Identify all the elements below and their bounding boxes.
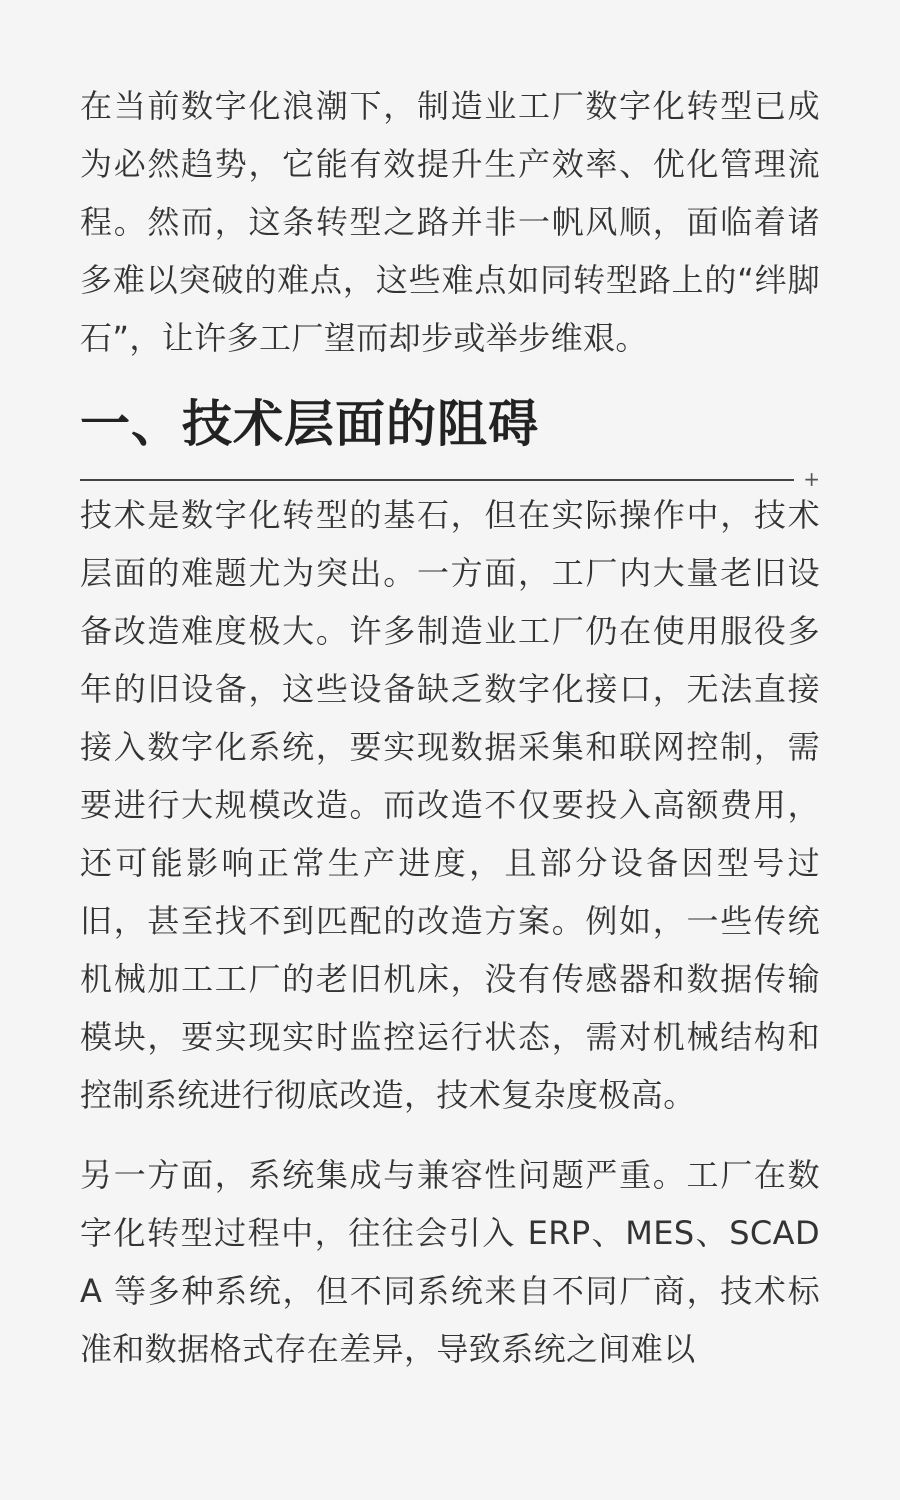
technical-paragraph-2: 另一方面，系统集成与兼容性问题严重。工厂在数字化转型过程中，往往会引入 ERP、MES、SCADA 等多种系统，但不同系统来自不同厂商，技术标准和数据格式存在差异，导致系统之间难以	[80, 1156, 820, 1368]
technical-paragraph-1: 技术是数字化转型的基石，但在实际操作中，技术层面的难题尤为突出。一方面，工厂内大量老旧设备改造难度极大。许多制造业工厂仍在使用服役多年的旧设备，这些设备缺乏数字化接口，无法直接接入数字化系统，要实现数据采集和联网控制，需要进行大规模改造。而改造不仅要投入高额费用，还可能影响正常生产进度，且部分设备因型号过旧，甚至找不到匹配的改造方案。例如，一些传统机械加工工厂的老旧机床，没有传感器和数据传输模块，要实现实时监控运行状态，需对机械结构和控制系统进行彻底改造，技术复杂度极高。	[80, 496, 820, 1114]
divider-line	[80, 479, 794, 481]
plus-icon: +	[803, 467, 820, 491]
intro-paragraph: 在当前数字化浪潮下，制造业工厂数字化转型已成为必然趋势，它能有效提升生产效率、优化管理流程。然而，这条转型之路并非一帆风顺，面临着诸多难以突破的难点，这些难点如同转型路上的“绊脚石”，让许多工厂望而却步或举步维艰。	[80, 87, 820, 357]
section-heading-technical: 一、技术层面的阻碍	[80, 395, 539, 453]
heading-divider	[80, 467, 820, 491]
article-body	[80, 77, 820, 1378]
